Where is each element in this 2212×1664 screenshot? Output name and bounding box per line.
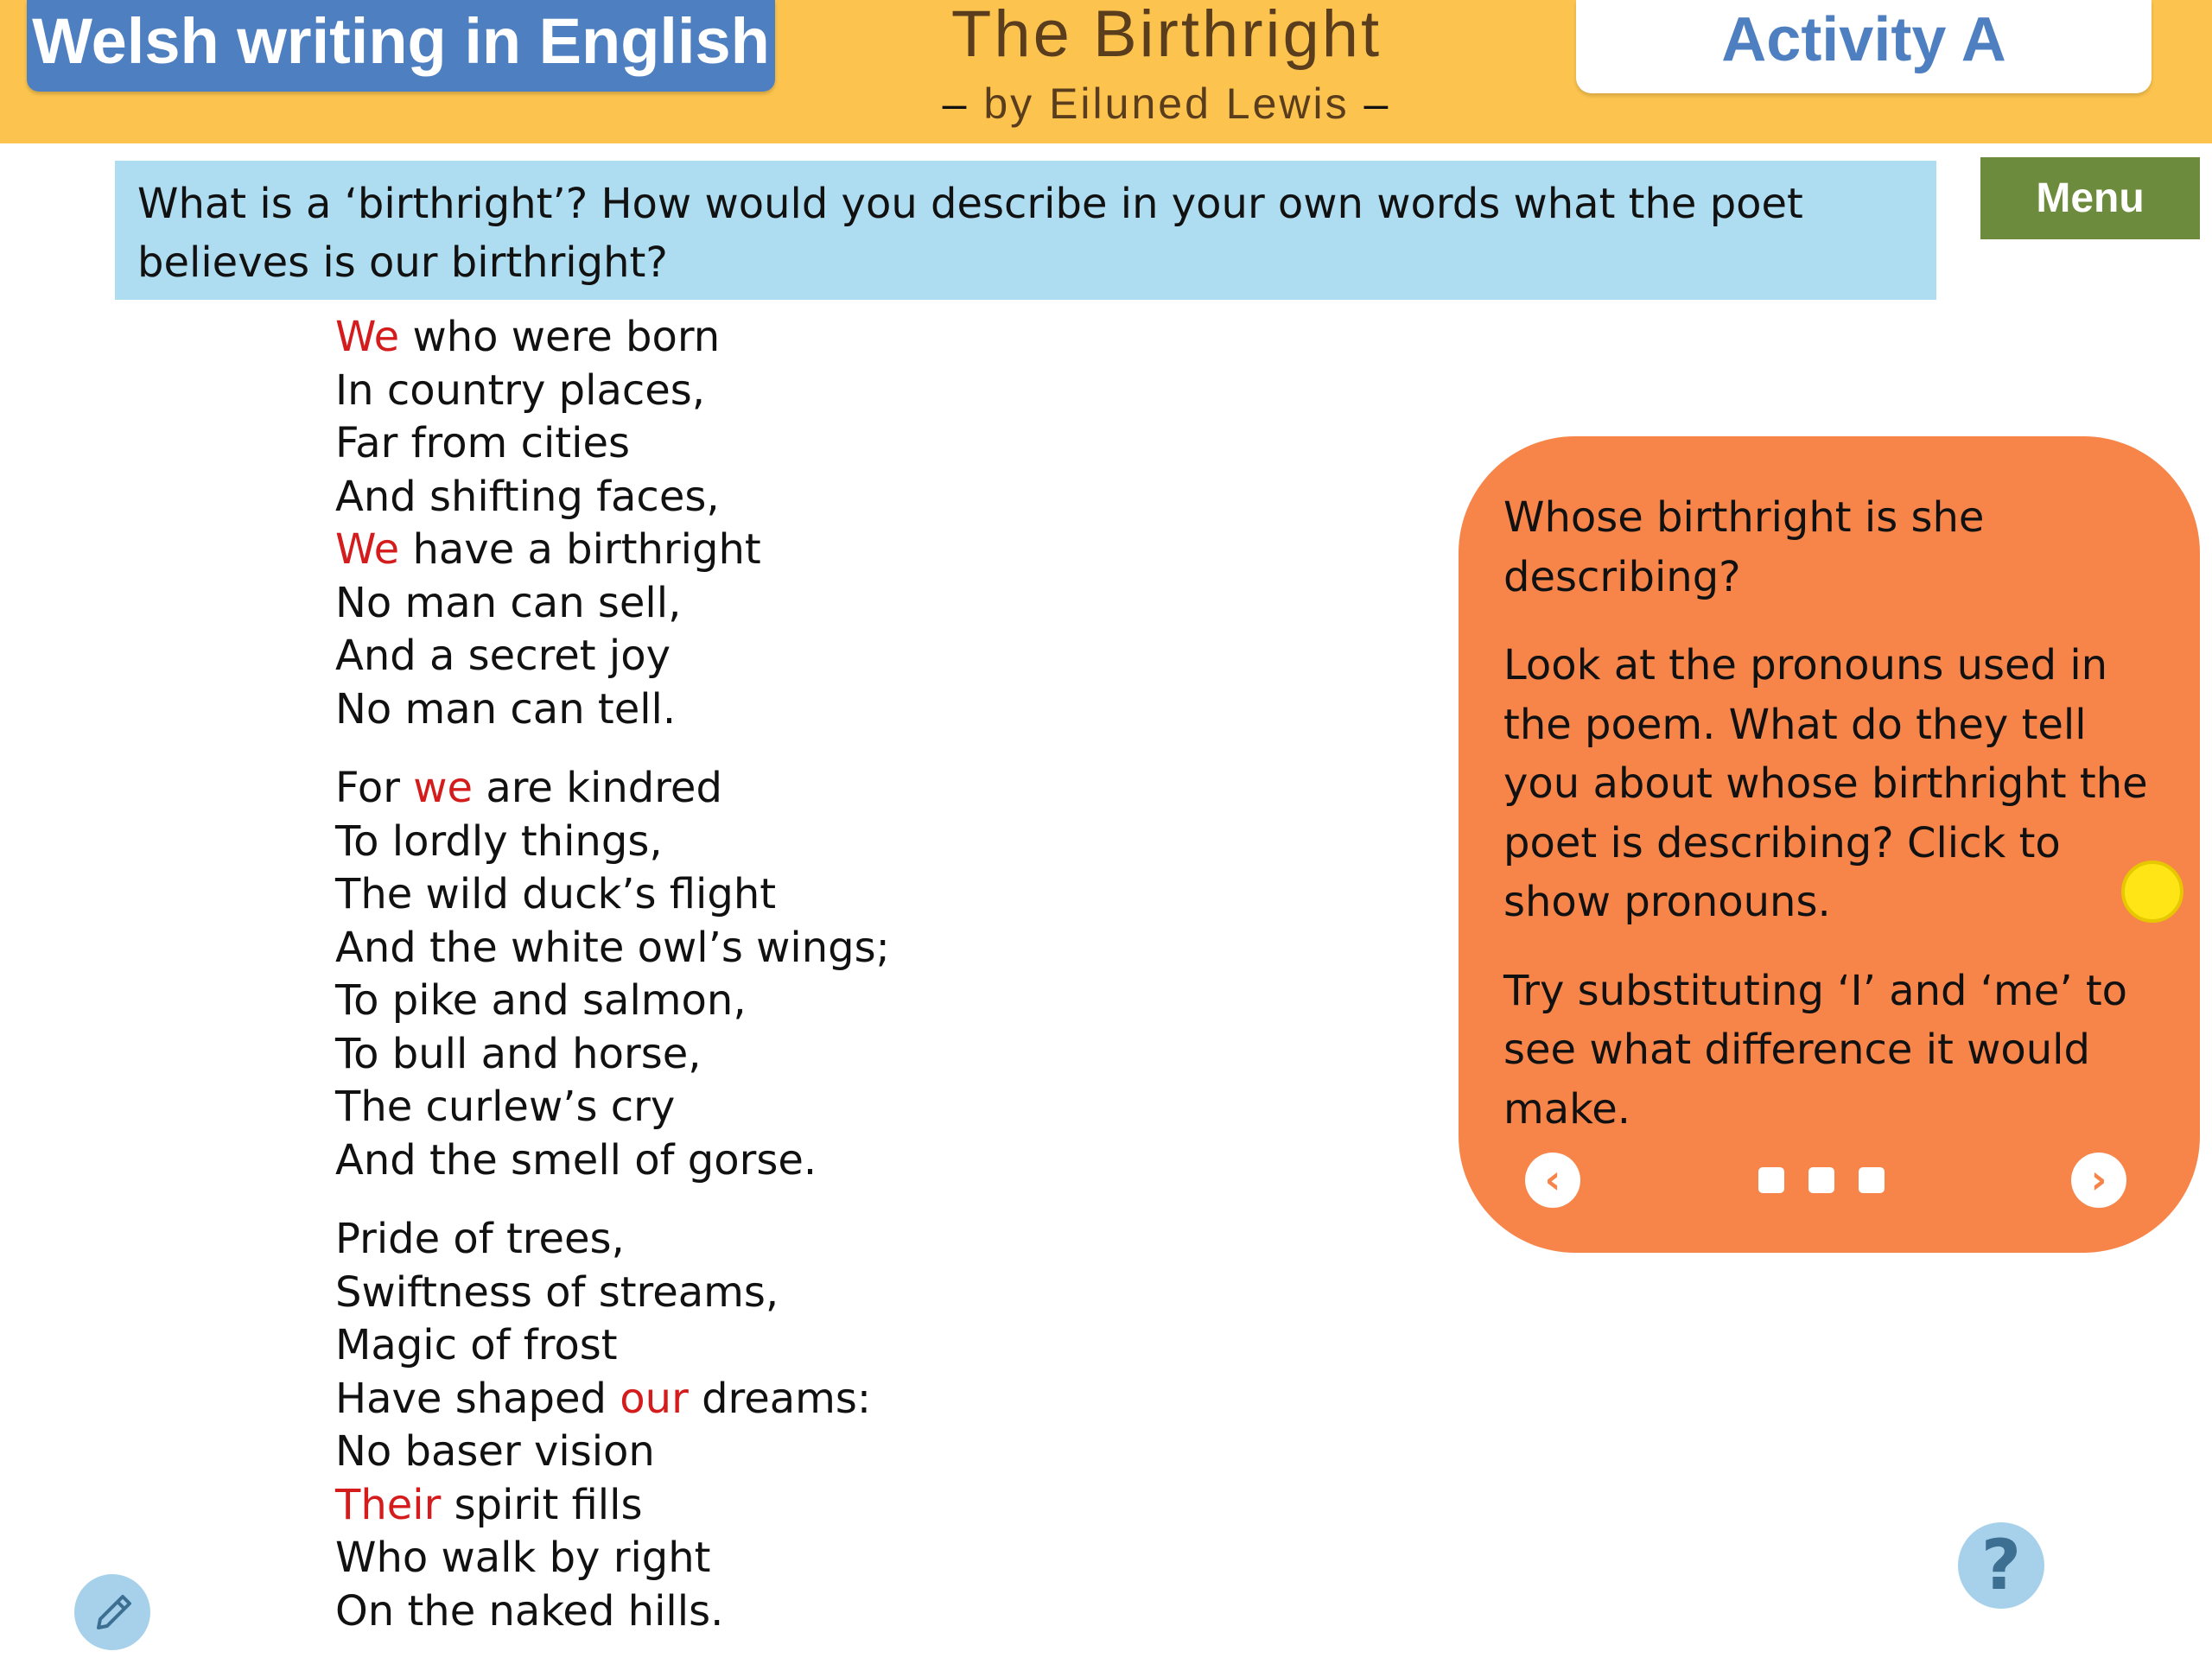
poem-line: And a secret joy [335, 632, 671, 680]
question-mark-icon[interactable]: ? [1958, 1522, 2044, 1609]
poem-line: In country places, [335, 365, 706, 415]
poem-line [335, 762, 940, 816]
line-text: For [335, 764, 414, 812]
pencil-icon[interactable] [74, 1574, 150, 1650]
page-dot[interactable] [1758, 1167, 1784, 1193]
poem-title: The Birthright [950, 0, 1382, 71]
pronoun-highlight: we [413, 764, 474, 812]
pronoun-highlight: We [335, 313, 400, 361]
poem-text [335, 311, 940, 1664]
show-pronouns-hotspot[interactable] [2121, 861, 2183, 923]
poem-line [335, 524, 940, 577]
menu-button[interactable]: Menu [1980, 157, 2200, 239]
poem-line: The wild duck’s flight [335, 870, 777, 918]
line-text: are kindred [473, 764, 722, 812]
poem-line: Magic of frost [335, 1321, 618, 1369]
line-text: who were born [399, 313, 721, 361]
pencil-icon-glyph [74, 1574, 150, 1650]
poem-line: Far from cities [335, 419, 630, 467]
poem-line: Swiftness of streams, [335, 1267, 779, 1317]
chevron-left-icon[interactable]: ‹ [1525, 1153, 1580, 1208]
poem-line: Who walk by right [335, 1534, 711, 1582]
activity-tab[interactable]: Activity A [1576, 0, 2152, 93]
author-dash-right: – [1349, 79, 1391, 128]
author-dash-left: – [942, 79, 984, 128]
poem-author-name: by Eiluned Lewis [983, 79, 1350, 128]
poem-line: No baser vision [335, 1427, 655, 1476]
poem-line: To lordly things, [335, 816, 663, 866]
poem-line: To bull and horse, [335, 1029, 702, 1078]
poem-stanza-1 [335, 311, 940, 736]
poem-line: No man can tell. [335, 684, 677, 734]
poem-stanza-3 [335, 1213, 940, 1638]
series-title-tab[interactable]: Welsh writing in English [27, 0, 775, 92]
poem-line: Pride of trees, [335, 1215, 625, 1263]
prompt-panel [1459, 436, 2200, 1253]
poem-line: The curlew’s cry [335, 1083, 676, 1131]
pronoun-highlight: Their [335, 1480, 442, 1529]
poem-line: No man can sell, [335, 578, 682, 627]
chevron-right-icon[interactable]: › [2071, 1153, 2126, 1208]
question-prompt: What is a ‘birthright’? How would you describe in your own words what the poet believes is our birthright? [115, 161, 1936, 300]
line-text: spirit fills [441, 1480, 643, 1529]
line-text: have a birthright [399, 525, 761, 574]
panel-paragraph: Look at the pronouns used in the poem. What do they tell you about whose birthright the poet is describing? Click to show pronouns. [1503, 641, 2148, 926]
page-dot[interactable] [1859, 1167, 1885, 1193]
page-dot[interactable] [1808, 1167, 1834, 1193]
header-bar [0, 0, 2212, 143]
line-text: Have shaped [335, 1374, 620, 1423]
poem-line [335, 1479, 940, 1533]
panel-paragraph: Whose birthright is she describing? [1503, 493, 1985, 601]
poem-author [864, 78, 1469, 130]
panel-paragraph: Try substituting ‘I’ and ‘me’ to see what difference it would make. [1503, 966, 2128, 1134]
pronoun-highlight: We [335, 525, 400, 574]
poem-stanza-2 [335, 762, 940, 1187]
pronoun-highlight: our [620, 1374, 689, 1423]
poem-line [335, 1373, 940, 1426]
poem-line: And the white owl’s wings; [335, 923, 890, 972]
poem-line [335, 311, 940, 365]
poem-line: And shifting faces, [335, 472, 720, 521]
poem-line: And the smell of gorse. [335, 1135, 817, 1184]
line-text: dreams: [688, 1374, 872, 1423]
panel-pagination [1758, 1167, 1909, 1193]
poem-line: To pike and salmon, [335, 976, 747, 1025]
poem-line: On the naked hills. [335, 1586, 724, 1635]
